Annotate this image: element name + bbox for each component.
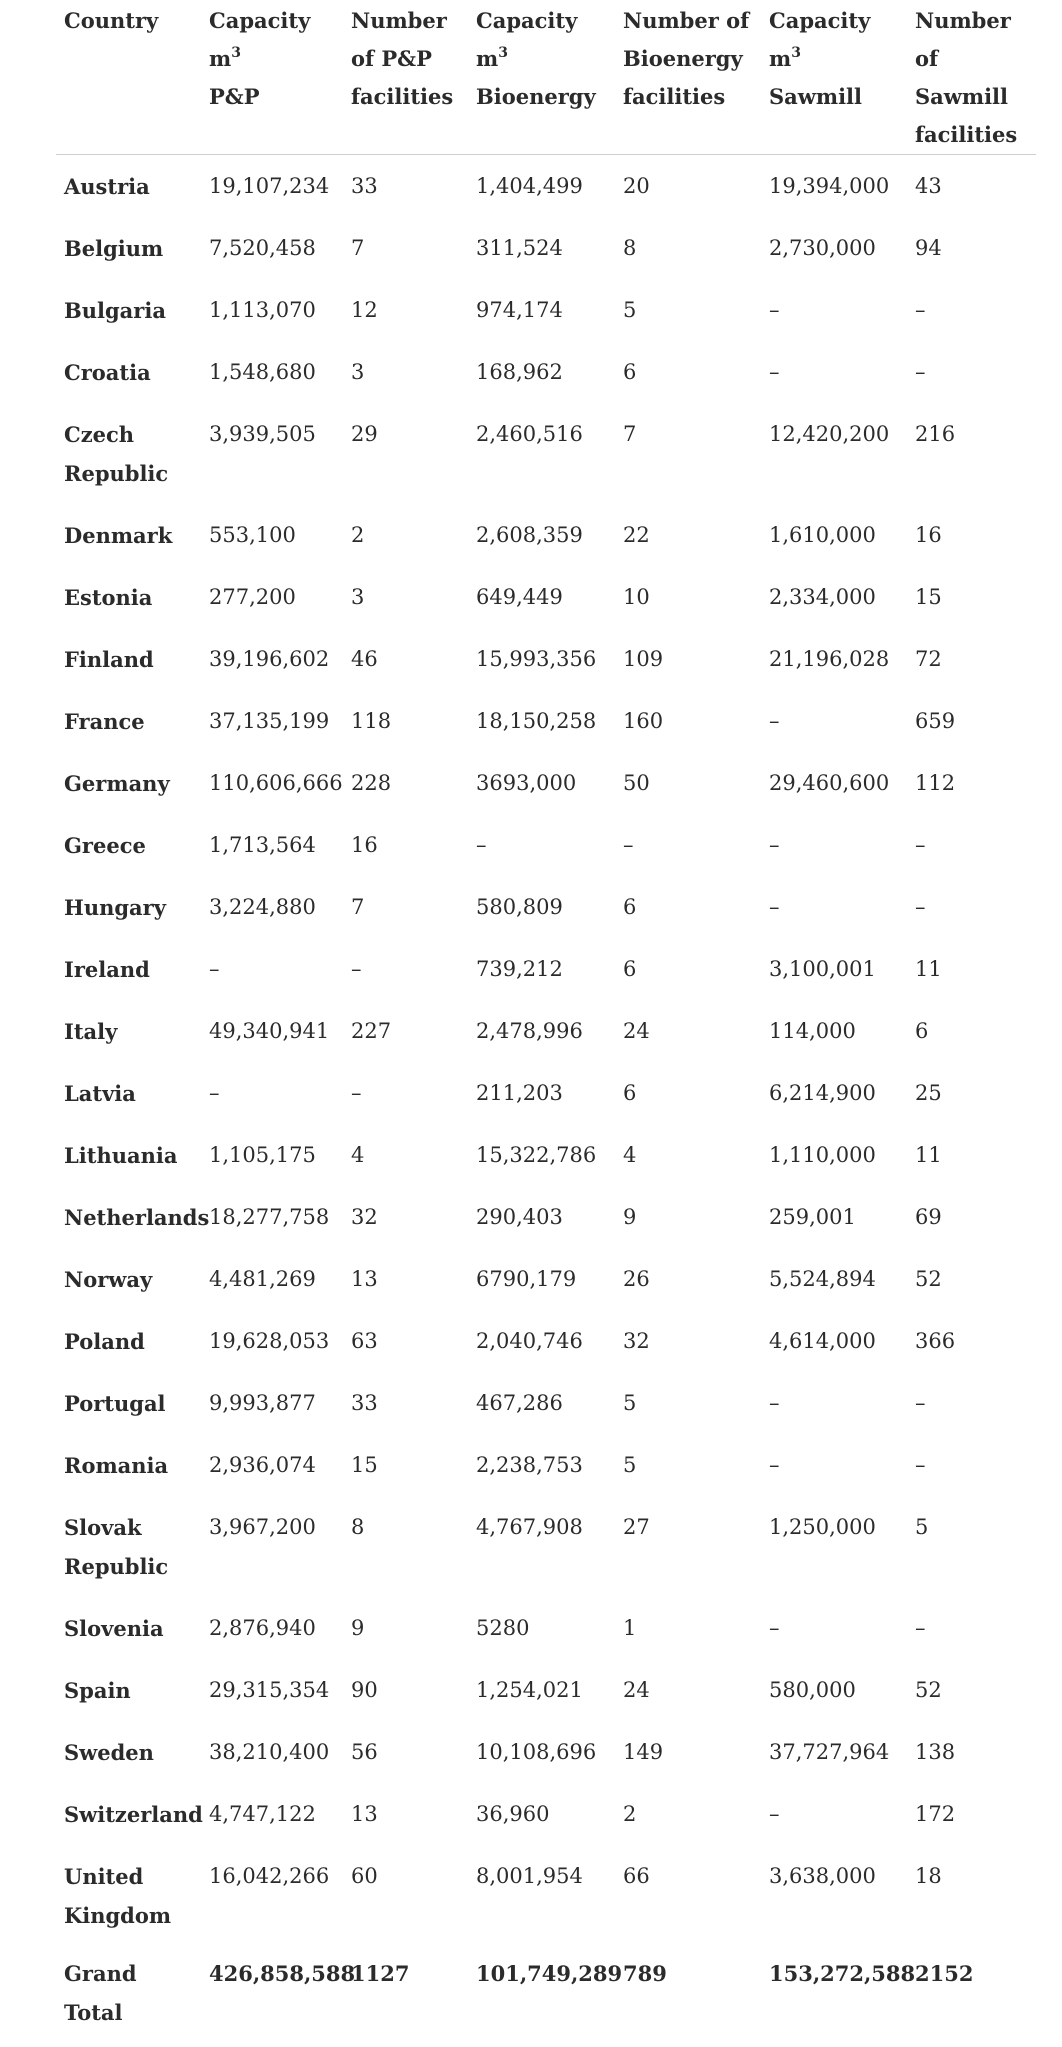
number-pp-cell: 227 xyxy=(343,1004,468,1066)
capacity-bioenergy-cell: 580,809 xyxy=(468,880,615,942)
country-cell: Czech Republic xyxy=(56,407,201,508)
number-pp-cell: 33 xyxy=(343,155,468,222)
number-bioenergy-cell: 4 xyxy=(615,1128,761,1190)
capacity-pp-header: Capacity $m^3$ P&P xyxy=(201,0,343,155)
capacity-pp-cell: – xyxy=(201,942,343,1004)
country-cell: Sweden xyxy=(56,1725,201,1787)
country-cell: Denmark xyxy=(56,508,201,570)
capacity-bioenergy-cell: 2,238,753 xyxy=(468,1438,615,1500)
number-sawmill-cell: – xyxy=(907,1438,1036,1500)
country-cell: Latvia xyxy=(56,1066,201,1128)
number-sawmill-cell: 11 xyxy=(907,1128,1036,1190)
table-row xyxy=(56,1004,1036,1066)
number-bioenergy-cell: 6 xyxy=(615,345,761,407)
number-bioenergy-cell: 7 xyxy=(615,407,761,508)
country-cell: Greece xyxy=(56,818,201,880)
table-row xyxy=(56,1787,1036,1849)
capacity-pp-cell: 29,315,354 xyxy=(201,1663,343,1725)
capacity-bioenergy-cell: 1,404,499 xyxy=(468,155,615,222)
table-row xyxy=(56,756,1036,818)
country-cell: Slovak Republic xyxy=(56,1500,201,1601)
capacity-bioenergy-cell: 974,174 xyxy=(468,283,615,345)
capacity-pp-cell: 19,107,234 xyxy=(201,155,343,222)
table-row xyxy=(56,1663,1036,1725)
capacity-pp-cell: 18,277,758 xyxy=(201,1190,343,1252)
table-row xyxy=(56,345,1036,407)
capacity-sawmill-cell: 5,524,894 xyxy=(761,1252,907,1314)
capacity-sawmill-header: Capacity $m^3$ Sawmill xyxy=(761,0,907,155)
number-pp-cell: 3 xyxy=(343,345,468,407)
number-sawmill-cell: 52 xyxy=(907,1252,1036,1314)
country-cell: Estonia xyxy=(56,570,201,632)
capacity-bioenergy-cell: 15,322,786 xyxy=(468,1128,615,1190)
capacity-sawmill-cell: 2,730,000 xyxy=(761,221,907,283)
number-pp-cell: 60 xyxy=(343,1849,468,1950)
capacity-pp-cell: 4,747,122 xyxy=(201,1787,343,1849)
number-bioenergy-cell: 32 xyxy=(615,1314,761,1376)
country-header: Country xyxy=(56,0,201,155)
number-sawmill-cell: 52 xyxy=(907,1663,1036,1725)
number-sawmill-cell: – xyxy=(907,345,1036,407)
number-pp-cell: – xyxy=(343,1066,468,1128)
table-row xyxy=(56,508,1036,570)
capacity-pp-cell: 16,042,266 xyxy=(201,1849,343,1950)
capacity-bioenergy-cell: 649,449 xyxy=(468,570,615,632)
grand-total-capacity-sawmill-cell: 153,272,588 xyxy=(761,1950,907,2047)
capacity-bioenergy-cell: 168,962 xyxy=(468,345,615,407)
grand-total-label: Grand Total xyxy=(56,1950,201,2047)
country-cell: Poland xyxy=(56,1314,201,1376)
capacity-pp-cell: 1,713,564 xyxy=(201,818,343,880)
number-bioenergy-cell: 10 xyxy=(615,570,761,632)
capacity-bioenergy-cell: 3693,000 xyxy=(468,756,615,818)
table-row xyxy=(56,1066,1036,1128)
table-container xyxy=(56,0,1036,2047)
table-row xyxy=(56,942,1036,1004)
number-sawmill-cell: – xyxy=(907,283,1036,345)
number-sawmill-cell: 138 xyxy=(907,1725,1036,1787)
capacity-pp-cell: 277,200 xyxy=(201,570,343,632)
table-row xyxy=(56,1376,1036,1438)
capacity-sawmill-cell: 21,196,028 xyxy=(761,632,907,694)
country-cell: Slovenia xyxy=(56,1601,201,1663)
table-body xyxy=(56,155,1036,2047)
capacity-pp-cell: 7,520,458 xyxy=(201,221,343,283)
number-pp-cell: 46 xyxy=(343,632,468,694)
number-pp-cell: – xyxy=(343,942,468,1004)
capacity-bioenergy-cell: 2,460,516 xyxy=(468,407,615,508)
country-cell: Austria xyxy=(56,155,201,222)
capacity-sawmill-cell: 580,000 xyxy=(761,1663,907,1725)
number-bioenergy-cell: 20 xyxy=(615,155,761,222)
number-bioenergy-header: Number of Bioenergy facilities xyxy=(615,0,761,155)
number-bioenergy-cell: 6 xyxy=(615,942,761,1004)
capacity-sawmill-cell: – xyxy=(761,1438,907,1500)
number-bioenergy-cell: 1 xyxy=(615,1601,761,1663)
capacity-sawmill-cell: 29,460,600 xyxy=(761,756,907,818)
capacity-sawmill-cell: 6,214,900 xyxy=(761,1066,907,1128)
number-sawmill-cell: – xyxy=(907,880,1036,942)
country-cell: Finland xyxy=(56,632,201,694)
table-row xyxy=(56,1849,1036,1950)
number-bioenergy-cell: 27 xyxy=(615,1500,761,1601)
capacity-bioenergy-cell: 290,403 xyxy=(468,1190,615,1252)
capacity-sawmill-cell: 114,000 xyxy=(761,1004,907,1066)
number-sawmill-cell: 43 xyxy=(907,155,1036,222)
country-cell: Belgium xyxy=(56,221,201,283)
capacity-sawmill-cell: – xyxy=(761,818,907,880)
number-pp-cell: 9 xyxy=(343,1601,468,1663)
table-row xyxy=(56,1128,1036,1190)
number-bioenergy-cell: 8 xyxy=(615,221,761,283)
table-row xyxy=(56,818,1036,880)
capacity-bioenergy-cell: 211,203 xyxy=(468,1066,615,1128)
number-sawmill-cell: 5 xyxy=(907,1500,1036,1601)
capacity-pp-cell: 38,210,400 xyxy=(201,1725,343,1787)
table-row xyxy=(56,694,1036,756)
country-cell: Bulgaria xyxy=(56,283,201,345)
capacity-bioenergy-cell: – xyxy=(468,818,615,880)
capacity-bioenergy-cell: 467,286 xyxy=(468,1376,615,1438)
capacity-pp-cell: 1,113,070 xyxy=(201,283,343,345)
number-bioenergy-cell: 66 xyxy=(615,1849,761,1950)
number-pp-cell: 4 xyxy=(343,1128,468,1190)
number-pp-cell: 7 xyxy=(343,221,468,283)
number-bioenergy-cell: 24 xyxy=(615,1004,761,1066)
capacity-sawmill-cell: – xyxy=(761,345,907,407)
capacity-bioenergy-header: Capacity $m^3$ Bioenergy xyxy=(468,0,615,155)
capacity-pp-cell: 2,876,940 xyxy=(201,1601,343,1663)
number-pp-cell: 90 xyxy=(343,1663,468,1725)
capacity-bioenergy-cell: 2,478,996 xyxy=(468,1004,615,1066)
country-cell: Romania xyxy=(56,1438,201,1500)
table-row xyxy=(56,1252,1036,1314)
table-row xyxy=(56,570,1036,632)
number-pp-cell: 16 xyxy=(343,818,468,880)
number-sawmill-cell: 216 xyxy=(907,407,1036,508)
number-sawmill-cell: – xyxy=(907,818,1036,880)
grand-total-number-sawmill-cell: 2152 xyxy=(907,1950,1036,2047)
capacity-pp-cell: 3,967,200 xyxy=(201,1500,343,1601)
capacity-pp-cell: 3,224,880 xyxy=(201,880,343,942)
number-sawmill-cell: – xyxy=(907,1601,1036,1663)
capacity-bioenergy-cell: 1,254,021 xyxy=(468,1663,615,1725)
table-row xyxy=(56,632,1036,694)
table-row xyxy=(56,1500,1036,1601)
table-row xyxy=(56,880,1036,942)
number-bioenergy-cell: 6 xyxy=(615,880,761,942)
table-row xyxy=(56,221,1036,283)
capacity-pp-cell: 4,481,269 xyxy=(201,1252,343,1314)
capacity-sawmill-cell: 259,001 xyxy=(761,1190,907,1252)
header-row xyxy=(56,0,1036,155)
capacity-sawmill-cell: 3,638,000 xyxy=(761,1849,907,1950)
capacity-sawmill-cell: 12,420,200 xyxy=(761,407,907,508)
capacity-table xyxy=(56,0,1036,2047)
number-bioenergy-cell: 109 xyxy=(615,632,761,694)
capacity-bioenergy-cell: 18,150,258 xyxy=(468,694,615,756)
number-pp-cell: 118 xyxy=(343,694,468,756)
number-bioenergy-cell: 160 xyxy=(615,694,761,756)
capacity-bioenergy-cell: 8,001,954 xyxy=(468,1849,615,1950)
capacity-pp-cell: 2,936,074 xyxy=(201,1438,343,1500)
capacity-bioenergy-cell: 4,767,908 xyxy=(468,1500,615,1601)
number-sawmill-cell: 11 xyxy=(907,942,1036,1004)
country-cell: Spain xyxy=(56,1663,201,1725)
number-sawmill-cell: 18 xyxy=(907,1849,1036,1950)
number-bioenergy-cell: 5 xyxy=(615,1376,761,1438)
table-row xyxy=(56,1725,1036,1787)
number-sawmill-cell: 659 xyxy=(907,694,1036,756)
number-bioenergy-cell: 50 xyxy=(615,756,761,818)
number-bioenergy-cell: 5 xyxy=(615,1438,761,1500)
number-pp-cell: 12 xyxy=(343,283,468,345)
number-sawmill-cell: 6 xyxy=(907,1004,1036,1066)
capacity-bioenergy-cell: 15,993,356 xyxy=(468,632,615,694)
number-pp-header: Number of P&P facilities xyxy=(343,0,468,155)
number-sawmill-cell: 25 xyxy=(907,1066,1036,1128)
number-sawmill-cell: 16 xyxy=(907,508,1036,570)
capacity-sawmill-cell: 19,394,000 xyxy=(761,155,907,222)
capacity-sawmill-cell: – xyxy=(761,880,907,942)
capacity-sawmill-cell: 2,334,000 xyxy=(761,570,907,632)
capacity-pp-cell: 19,628,053 xyxy=(201,1314,343,1376)
country-cell: Switzerland xyxy=(56,1787,201,1849)
number-bioenergy-cell: 149 xyxy=(615,1725,761,1787)
capacity-bioenergy-cell: 36,960 xyxy=(468,1787,615,1849)
number-pp-cell: 3 xyxy=(343,570,468,632)
country-cell: Netherlands xyxy=(56,1190,201,1252)
number-bioenergy-cell: 9 xyxy=(615,1190,761,1252)
number-sawmill-cell: 366 xyxy=(907,1314,1036,1376)
number-sawmill-header: Number of Sawmill facilities xyxy=(907,0,1036,155)
country-cell: Germany xyxy=(56,756,201,818)
table-row xyxy=(56,283,1036,345)
number-sawmill-cell: 69 xyxy=(907,1190,1036,1252)
capacity-sawmill-cell: 1,250,000 xyxy=(761,1500,907,1601)
table-row xyxy=(56,155,1036,222)
number-pp-cell: 29 xyxy=(343,407,468,508)
country-cell: Italy xyxy=(56,1004,201,1066)
capacity-pp-cell: 1,548,680 xyxy=(201,345,343,407)
country-cell: Croatia xyxy=(56,345,201,407)
country-cell: France xyxy=(56,694,201,756)
grand-total-number-bioenergy-cell: 789 xyxy=(615,1950,761,2047)
number-bioenergy-cell: – xyxy=(615,818,761,880)
number-pp-cell: 56 xyxy=(343,1725,468,1787)
capacity-sawmill-cell: – xyxy=(761,1787,907,1849)
capacity-pp-cell: 9,993,877 xyxy=(201,1376,343,1438)
grand-total-number-pp-cell: 1127 xyxy=(343,1950,468,2047)
country-cell: Norway xyxy=(56,1252,201,1314)
capacity-sawmill-cell: 1,610,000 xyxy=(761,508,907,570)
capacity-pp-cell: 3,939,505 xyxy=(201,407,343,508)
capacity-sawmill-cell: 37,727,964 xyxy=(761,1725,907,1787)
capacity-bioenergy-cell: 2,608,359 xyxy=(468,508,615,570)
number-sawmill-cell: 94 xyxy=(907,221,1036,283)
table-row xyxy=(56,1190,1036,1252)
number-sawmill-cell: – xyxy=(907,1376,1036,1438)
capacity-sawmill-cell: – xyxy=(761,283,907,345)
number-pp-cell: 32 xyxy=(343,1190,468,1252)
number-pp-cell: 33 xyxy=(343,1376,468,1438)
capacity-pp-cell: – xyxy=(201,1066,343,1128)
table-row xyxy=(56,1314,1036,1376)
grand-total-row xyxy=(56,1950,1036,2047)
number-sawmill-cell: 112 xyxy=(907,756,1036,818)
number-pp-cell: 8 xyxy=(343,1500,468,1601)
number-pp-cell: 13 xyxy=(343,1252,468,1314)
capacity-sawmill-cell: – xyxy=(761,1601,907,1663)
capacity-bioenergy-cell: 6790,179 xyxy=(468,1252,615,1314)
number-bioenergy-cell: 22 xyxy=(615,508,761,570)
table-row xyxy=(56,407,1036,508)
number-sawmill-cell: 172 xyxy=(907,1787,1036,1849)
capacity-sawmill-cell: 1,110,000 xyxy=(761,1128,907,1190)
capacity-pp-cell: 49,340,941 xyxy=(201,1004,343,1066)
capacity-pp-cell: 39,196,602 xyxy=(201,632,343,694)
country-cell: Lithuania xyxy=(56,1128,201,1190)
number-bioenergy-cell: 24 xyxy=(615,1663,761,1725)
grand-total-capacity-bioenergy-cell: 101,749,289 xyxy=(468,1950,615,2047)
capacity-sawmill-cell: – xyxy=(761,694,907,756)
capacity-pp-cell: 37,135,199 xyxy=(201,694,343,756)
country-cell: United Kingdom xyxy=(56,1849,201,1950)
number-pp-cell: 2 xyxy=(343,508,468,570)
capacity-pp-cell: 110,606,666 xyxy=(201,756,343,818)
number-pp-cell: 7 xyxy=(343,880,468,942)
capacity-sawmill-cell: 3,100,001 xyxy=(761,942,907,1004)
capacity-pp-cell: 553,100 xyxy=(201,508,343,570)
capacity-pp-cell: 1,105,175 xyxy=(201,1128,343,1190)
capacity-bioenergy-cell: 5280 xyxy=(468,1601,615,1663)
number-bioenergy-cell: 6 xyxy=(615,1066,761,1128)
number-sawmill-cell: 72 xyxy=(907,632,1036,694)
number-pp-cell: 15 xyxy=(343,1438,468,1500)
capacity-bioenergy-cell: 739,212 xyxy=(468,942,615,1004)
capacity-sawmill-cell: – xyxy=(761,1376,907,1438)
capacity-sawmill-cell: 4,614,000 xyxy=(761,1314,907,1376)
country-cell: Ireland xyxy=(56,942,201,1004)
number-pp-cell: 63 xyxy=(343,1314,468,1376)
table-row xyxy=(56,1438,1036,1500)
country-cell: Portugal xyxy=(56,1376,201,1438)
number-pp-cell: 13 xyxy=(343,1787,468,1849)
number-bioenergy-cell: 5 xyxy=(615,283,761,345)
grand-total-capacity-pp-cell: 426,858,588 xyxy=(201,1950,343,2047)
number-bioenergy-cell: 26 xyxy=(615,1252,761,1314)
capacity-bioenergy-cell: 311,524 xyxy=(468,221,615,283)
number-sawmill-cell: 15 xyxy=(907,570,1036,632)
number-bioenergy-cell: 2 xyxy=(615,1787,761,1849)
table-row xyxy=(56,1601,1036,1663)
capacity-bioenergy-cell: 10,108,696 xyxy=(468,1725,615,1787)
number-pp-cell: 228 xyxy=(343,756,468,818)
country-cell: Hungary xyxy=(56,880,201,942)
capacity-bioenergy-cell: 2,040,746 xyxy=(468,1314,615,1376)
